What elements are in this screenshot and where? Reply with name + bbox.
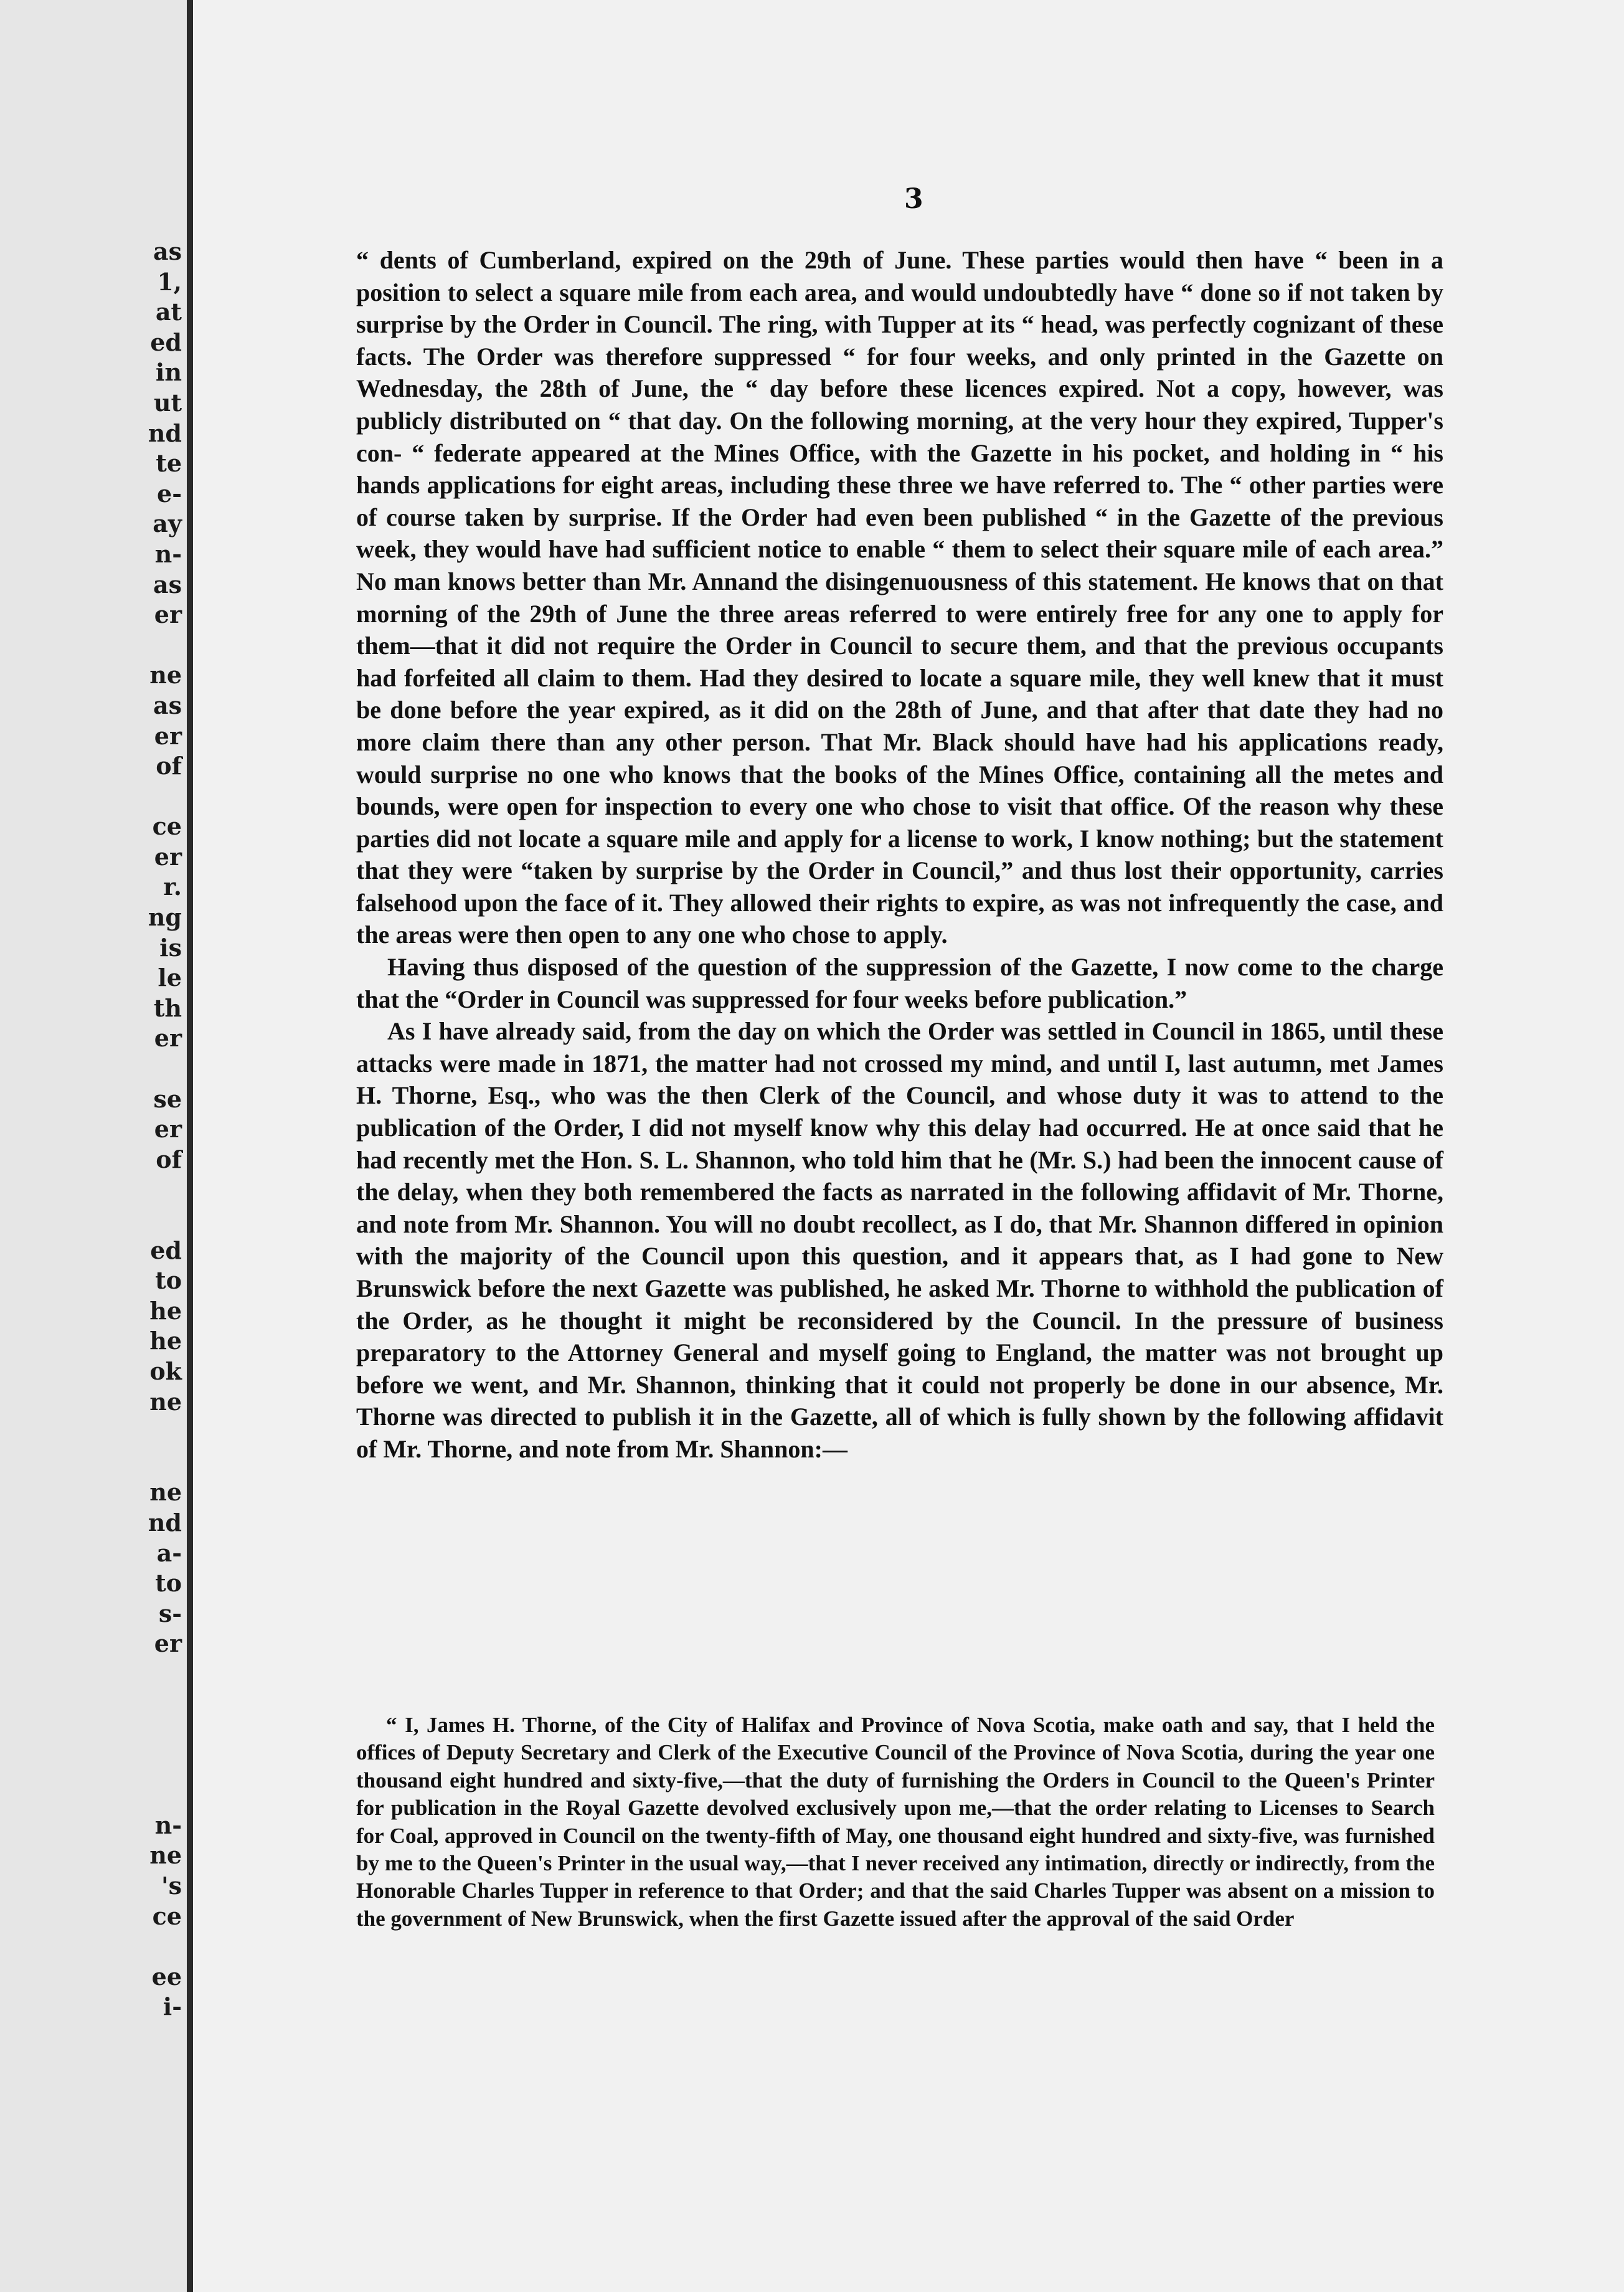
left-margin-fragments xyxy=(148,237,182,2022)
left-margin-fragment xyxy=(148,1447,182,1478)
left-margin-fragment: le xyxy=(158,964,182,992)
left-margin-fragment: ce xyxy=(152,1901,182,1930)
left-margin-fragment: nd xyxy=(148,1508,182,1537)
paragraph-3: As I have already said, from the day on which the Order was settled in Council in 1865, until these attacks were made in 1871, the matter had not crossed my mind, and until I, last autumn, met James H. Thorne, Esq., who was the then Clerk of the Council, and whose duty it was to attend to the publication of the Order, I did not myself know why this delay had occurred. He at once said that he had recently met the Hon. S. L. Shannon, who told him that he (Mr. S.) had been the innocent cause of the delay, when they both remembered the facts as narrated in the following affidavit of Mr. Thorne, and note from Mr. Shannon. You will no doubt recollect, as I do, that Mr. Shannon differed in opinion with the majority of the Council upon this question, and it appears that, as I had gone to New Brunswick before the next Gazette was published, he asked Mr. Thorne to withhold the publication of the Order, as he thought it might be reconsidered by the Council. In the pressure of business preparatory to the Attorney General and myself going to England, the matter was not brought up before we went, and Mr. Shannon, thinking that it could not properly be done in our absence, Mr. Thorne was directed to publish it in the Gazette, all of which is fully shown by the following affidavit of Mr. Thorne, and note from Mr. Shannon:— xyxy=(356,1017,1443,1463)
left-margin-fragment: ng xyxy=(148,903,182,932)
left-margin-fragment xyxy=(148,782,182,812)
left-margin-fragment: to xyxy=(155,1266,182,1295)
left-margin-fragment: er xyxy=(154,1024,182,1053)
left-page-edge xyxy=(0,0,187,2292)
paragraph-2: Having thus disposed of the question of the suppression of the Gazette, I now come to the charge that the “Order in Council was suppressed for four weeks before publication.” xyxy=(356,953,1443,1013)
left-margin-fragment xyxy=(148,630,182,661)
left-margin-fragment: nd xyxy=(148,419,182,447)
left-margin-fragment: r. xyxy=(163,873,182,901)
left-margin-fragment: ay xyxy=(153,509,182,538)
left-margin-fragment: th xyxy=(153,993,182,1022)
left-margin-fragment xyxy=(148,1780,182,1811)
left-margin-fragment: ut xyxy=(153,388,182,417)
page-number: 3 xyxy=(904,183,923,215)
left-margin-fragment: s- xyxy=(158,1599,182,1627)
left-margin-fragment xyxy=(148,1750,182,1781)
left-margin-fragment: ee xyxy=(151,1962,182,1991)
left-margin-fragment: er xyxy=(154,842,182,871)
left-margin-fragment xyxy=(148,1720,182,1750)
left-margin-fragment: as xyxy=(153,237,182,265)
page-gutter xyxy=(187,0,193,2292)
left-margin-fragment xyxy=(148,1205,182,1236)
left-margin-fragment xyxy=(148,1054,182,1084)
left-margin-fragment xyxy=(148,1931,182,1962)
left-margin-fragment: e- xyxy=(157,479,182,508)
left-margin-fragment: to xyxy=(155,1569,182,1598)
left-margin-fragment: is xyxy=(159,933,182,962)
left-margin-fragment: as xyxy=(153,691,182,719)
left-margin-fragment: er xyxy=(154,600,182,629)
left-margin-fragment: he xyxy=(149,1327,182,1355)
paragraph-1: “ dents of Cumberland, expired on the 29th of June. These parties would then have “ been in a position to select a square mile from each area, and would undoubtedly have “ done so if not taken by surprise by the Order in Council. The ring, with Tupper at its “ head, was perfectly cognizant of these facts. The Order was therefore suppressed “ for four weeks, and only printed in the Gazette on Wednesday, the 28th of June, the “ day before these licences expired. Not a copy, however, was publicly distributed on “ that day. On the following morning, at the very hour they expired, Tupper's con- “ federate appeared at the Mines Office, with the Gazette in his pocket, and holding in “ his hands applications for eight areas, including these three we have referred to. The “ other parties were of course taken by surprise. If the Order had even been published “ in the Gazette of the previous week, they would have had sufficient notice to enable “ them to select their square mile of each area.” No man knows better than Mr. Annand the disingenuousness of this statement. He knows that on that morning of the 29th of June the three areas referred to were entirely free for any one to apply for them—that it did not require the Order in Council to secure them, and that the previous occupants had forfeited all claim to them. Had they desired to locate a square mile, they well knew that it must be done before the year expired, as it did on the 28th of June, and that after that date they had no more claim there than any other person. That Mr. Black should have had his applications ready, would surprise no one who knows that the books of the Mines Office, containing all the metes and bounds, were open for inspection to every one who chose to visit that office. Of the reason why these parties did not locate a square mile and apply for a license to work, I know nothing; but the statement that they were “taken by surprise by the Order in Council,” and thus lost their opportunity, carries falsehood upon the face of it. They allowed their rights to expire, as was not infrequently the case, and the areas were then open to any one who chose to apply. xyxy=(356,246,1443,949)
left-margin-fragment: se xyxy=(153,1084,182,1113)
main-text xyxy=(356,244,1443,1466)
left-margin-fragment: er xyxy=(154,1115,182,1144)
left-margin-fragment: 1, xyxy=(157,267,182,296)
left-margin-fragment: in xyxy=(155,358,182,387)
left-margin-fragment xyxy=(148,1417,182,1447)
left-margin-fragment: ed xyxy=(150,328,182,356)
left-margin-fragment: n- xyxy=(154,539,182,568)
left-margin-fragment: of xyxy=(156,1145,182,1173)
left-margin-fragment xyxy=(148,1690,182,1720)
left-margin-fragment: ne xyxy=(149,661,182,689)
left-margin-fragment: ok xyxy=(149,1357,182,1385)
left-margin-fragment xyxy=(148,1175,182,1205)
left-margin-fragment: te xyxy=(156,449,182,478)
left-margin-fragment: he xyxy=(149,1296,182,1325)
left-margin-fragment: ne xyxy=(149,1841,182,1870)
left-margin-fragment: ed xyxy=(150,1236,182,1264)
left-margin-fragment: ne xyxy=(149,1478,182,1507)
affidavit-quote: “ I, James H. Thorne, of the City of Halifax and Province of Nova Scotia, make oath and say, that I held the offices of Deputy Secretary and Clerk of the Executive Council of the Province of Nova Scotia, during the year one thousand eight hundred and sixty-five,—that the duty of furnishing the Orders in Council to the Queen's Printer for publication in the Royal Gazette devolved exclusively upon me,—that the order relating to Licenses to Search for Coal, approved in Council on the twenty-fifth of May, one thousand eight hundred and sixty-five, was furnished by me to the Queen's Printer in the usual way,—that I never received any intimation, directly or indirectly, from the Honorable Charles Tupper in reference to that Order; and that the said Charles Tupper was absent on a mission to the government of New Brunswick, when the first Gazette issued after the approval of the said Order xyxy=(356,1713,1435,1931)
left-margin-fragment: er xyxy=(154,721,182,750)
left-margin-fragment xyxy=(148,1659,182,1690)
left-margin-fragment: n- xyxy=(154,1811,182,1839)
left-margin-fragment: er xyxy=(154,1629,182,1658)
left-margin-fragment: i- xyxy=(163,1992,182,2021)
left-margin-fragment: as xyxy=(153,570,182,599)
left-margin-fragment: ne xyxy=(149,1387,182,1416)
left-margin-fragment: at xyxy=(155,298,182,326)
left-margin-fragment: ce xyxy=(152,812,182,841)
left-margin-fragment: a- xyxy=(156,1538,182,1567)
left-margin-fragment: of xyxy=(156,752,182,780)
left-margin-fragment: 's xyxy=(161,1872,182,1900)
